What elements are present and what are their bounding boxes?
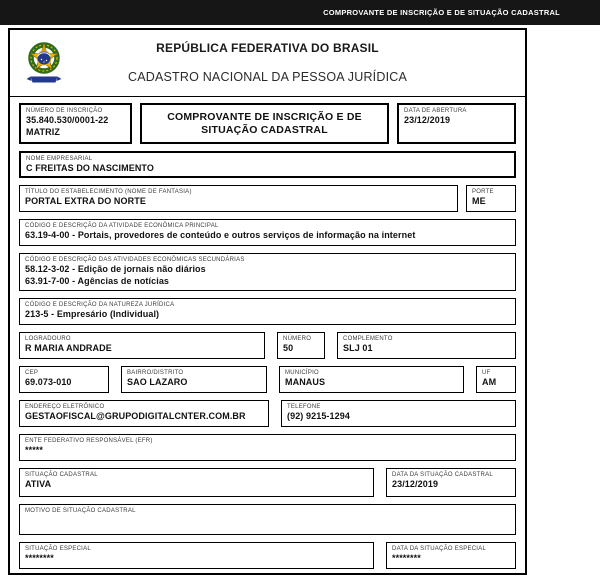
field-label: NÚMERO (283, 336, 312, 342)
field-natureza-juridica (19, 298, 516, 325)
document-header (10, 30, 525, 97)
field-value: 69.073-010 (25, 377, 72, 387)
row-situacao-cadastral (19, 468, 516, 497)
field-value: ATIVA (25, 479, 52, 489)
document-body (10, 97, 525, 569)
comprovante-title-text: COMPROVANTE DE INSCRIÇÃO E DE SITUAÇÃO CADASTRAL (167, 111, 362, 136)
field-label: BAIRRO/DISTRITO (127, 370, 184, 376)
row-natureza-juridica (19, 298, 516, 325)
field-bairro-distrito (121, 366, 267, 393)
field-value: 35.840.530/0001-22 (26, 115, 109, 125)
field-situacao-cadastral (19, 468, 374, 497)
row-motivo-situacao (19, 504, 516, 535)
field-label: CEP (25, 370, 39, 376)
field-value: 213-5 - Empresário (Individual) (25, 309, 160, 319)
row-atividade-principal (19, 219, 516, 246)
field-value: ***** (25, 445, 44, 455)
field-value: C FREITAS DO NASCIMENTO (26, 163, 154, 173)
brazil-coat-of-arms-icon (24, 37, 64, 89)
row-inscricao (19, 103, 516, 144)
field-label: PORTE (472, 189, 494, 195)
page-top-bar (0, 0, 600, 25)
field-telefone (281, 400, 516, 427)
field-value: R MARIA ANDRADE (25, 343, 112, 353)
field-value: ME (472, 196, 486, 206)
row-nome-empresarial (19, 151, 516, 178)
field-label: CÓDIGO E DESCRIÇÃO DA NATUREZA JURÍDICA (25, 302, 175, 308)
field-value: SAO LAZARO (127, 377, 188, 387)
field-value: MANAUS (285, 377, 326, 387)
field-label: DATA DE ABERTURA (404, 108, 467, 114)
field-label: CÓDIGO E DESCRIÇÃO DAS ATIVIDADES ECONÔMICAS SECUNDÁRIAS (25, 257, 245, 263)
field-value: 50 (283, 343, 294, 353)
field-value: (92) 9215-1294 (287, 411, 350, 421)
field-label: UF (482, 370, 491, 376)
field-situacao-especial (19, 542, 374, 569)
field-nome-empresarial (19, 151, 516, 178)
field-label: ENTE FEDERATIVO RESPONSÁVEL (EFR) (25, 438, 153, 444)
field-label: MOTIVO DE SITUAÇÃO CADASTRAL (25, 508, 136, 514)
field-value-2: MATRIZ (26, 126, 60, 137)
row-efr (19, 434, 516, 461)
field-data-abertura (397, 103, 516, 144)
field-label: LOGRADOURO (25, 336, 71, 342)
field-label: CÓDIGO E DESCRIÇÃO DA ATIVIDADE ECONÔMICA PRINCIPAL (25, 223, 219, 229)
field-value: 23/12/2019 (404, 115, 451, 125)
field-label: TELEFONE (287, 404, 321, 410)
field-value: 63.19-4-00 - Portais, provedores de conteúdo e outros serviços de informação na internet (25, 230, 416, 240)
field-comprovante-title (140, 103, 389, 144)
field-label: DATA DA SITUAÇÃO CADASTRAL (392, 472, 493, 478)
field-cep (19, 366, 109, 393)
field-efr (19, 434, 516, 461)
field-label: MUNICÍPIO (285, 370, 319, 376)
field-label: ENDEREÇO ELETRÔNICO (25, 404, 105, 410)
field-uf (476, 366, 516, 393)
field-value: PORTAL EXTRA DO NORTE (25, 196, 146, 206)
top-bar-title: COMPROVANTE DE INSCRIÇÃO E DE SITUAÇÃO CADASTRAL (323, 8, 560, 17)
field-value: ******** (392, 553, 421, 563)
field-value: GESTAOFISCAL@GRUPODIGITALCNTER.COM.BR (25, 411, 246, 421)
field-label: DATA DA SITUAÇÃO ESPECIAL (392, 546, 487, 552)
row-atividades-secundarias (19, 253, 516, 291)
field-value: ******** (25, 553, 54, 563)
field-complemento (337, 332, 516, 359)
row-endereco-2 (19, 366, 516, 393)
row-endereco-1 (19, 332, 516, 359)
field-numero-inscricao (19, 103, 132, 144)
field-value-line-1: 58.12-3-02 - Edição de jornais não diários (25, 264, 206, 274)
row-contato (19, 400, 516, 427)
field-label: TÍTULO DO ESTABELECIMENTO (NOME DE FANTASIA) (25, 189, 192, 195)
field-endereco-eletronico (19, 400, 269, 427)
field-atividades-secundarias (19, 253, 516, 291)
field-value: AM (482, 377, 497, 387)
field-logradouro (19, 332, 265, 359)
field-value: SLJ 01 (343, 343, 373, 353)
field-porte (466, 185, 516, 212)
field-data-situacao-cadastral (386, 468, 516, 497)
field-label: SITUAÇÃO CADASTRAL (25, 472, 98, 478)
republic-title: REPÚBLICA FEDERATIVA DO BRASIL (156, 41, 379, 55)
row-situacao-especial (19, 542, 516, 569)
field-municipio (279, 366, 464, 393)
field-motivo-situacao-cadastral (19, 504, 516, 535)
field-value-line-2: 63.91-7-00 - Agências de notícias (25, 275, 170, 286)
row-fantasia-porte (19, 185, 516, 212)
field-data-situacao-especial (386, 542, 516, 569)
field-label: SITUAÇÃO ESPECIAL (25, 546, 91, 552)
field-nome-fantasia (19, 185, 458, 212)
field-label: NOME EMPRESARIAL (26, 156, 93, 162)
field-label: COMPLEMENTO (343, 336, 393, 342)
cnpj-title: CADASTRO NACIONAL DA PESSOA JURÍDICA (127, 70, 408, 84)
field-atividade-principal (19, 219, 516, 246)
field-value: 23/12/2019 (392, 479, 439, 489)
field-numero (277, 332, 325, 359)
field-label: NÚMERO DE INSCRIÇÃO (26, 108, 103, 114)
document-frame (8, 28, 527, 575)
